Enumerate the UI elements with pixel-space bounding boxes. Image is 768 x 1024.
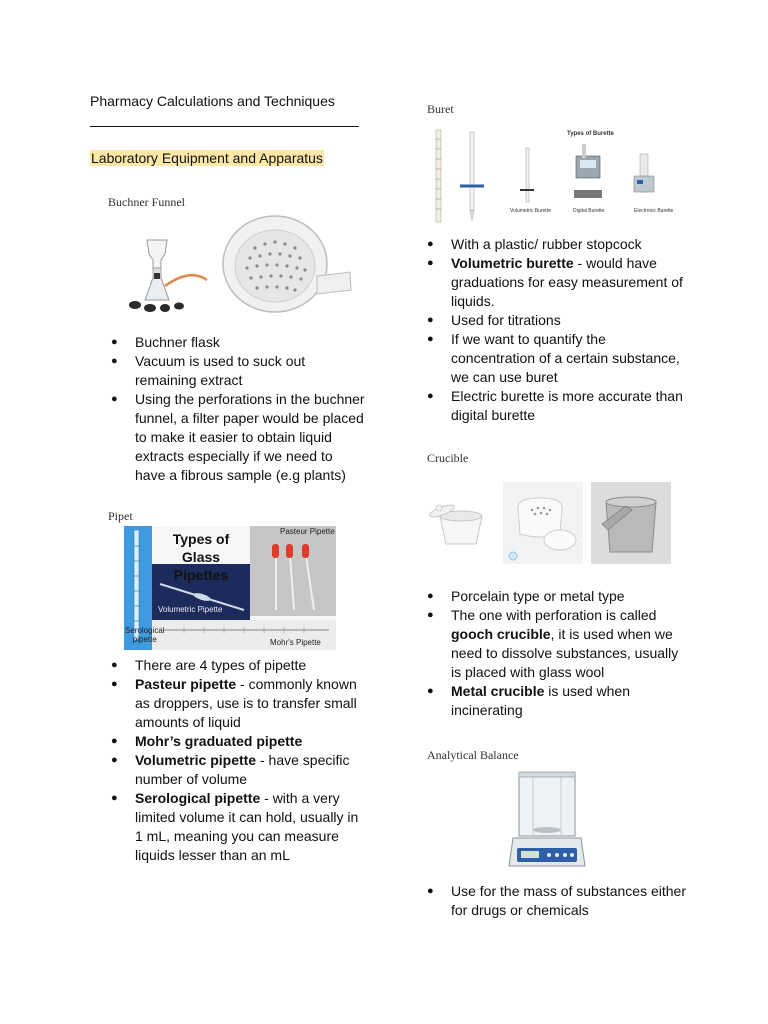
balance-illustration xyxy=(505,768,587,876)
buret-image-title: Types of Burette xyxy=(567,131,614,137)
list-item: ● Used for titrations xyxy=(427,311,687,330)
pipet-caption: Pipet xyxy=(108,509,133,523)
mohr-pipette-label: Mohr's Pipette xyxy=(270,638,321,647)
volumetric-burette-label: Volumetric Burette xyxy=(510,208,551,214)
crucible-illustration xyxy=(420,478,675,570)
buret-image xyxy=(430,124,680,224)
crucible-caption: Crucible xyxy=(427,451,469,465)
list-item: ● Mohr’s graduated pipette xyxy=(111,732,361,751)
digital-burette-label: Digital Burette xyxy=(573,208,605,214)
list-item: ● Electric burette is more accurate than digital burette xyxy=(427,387,687,425)
list-item: ● Porcelain type or metal type xyxy=(427,587,687,606)
pipet-image-title: Types of Glass Pipettes xyxy=(172,531,230,583)
list-item: ● If we want to quantify the concentration of a certain substance, we can use buret xyxy=(427,330,687,387)
serological-pipette-label: Serological pipette xyxy=(125,626,165,644)
pipet-bullet-list xyxy=(111,656,361,865)
list-item: ● Buchner flask xyxy=(111,333,366,352)
list-item: ● Pasteur pipette - commonly known as droppers, use is to transfer small amounts of liquid xyxy=(111,675,361,732)
list-item: ● Metal crucible is used when incinerating xyxy=(427,682,687,720)
buchner-bullet-list xyxy=(111,333,366,485)
buchner-caption: Buchner Funnel xyxy=(108,195,185,209)
list-item: ● Use for the mass of substances either for drugs or chemicals xyxy=(427,882,687,920)
list-item: ● Volumetric burette - would have graduations for easy measurement of liquids. xyxy=(427,254,687,311)
crucible-bullet-list xyxy=(427,587,687,720)
section-heading: Laboratory Equipment and Apparatus xyxy=(91,150,323,166)
crucible-image xyxy=(420,478,675,570)
list-item: ● Using the perforations in the buchner funnel, a filter paper would be placed to make it easier to obtain liquid extracts especially if we need to have a fibrous sample (e.g plants) xyxy=(111,390,366,485)
document-title: Pharmacy Calculations and Techniques xyxy=(90,93,335,109)
balance-bullet-list xyxy=(427,882,687,920)
list-item: ● Vacuum is used to suck out remaining extract xyxy=(111,352,366,390)
list-item: ● The one with perforation is called gooch crucible, it is used when we need to dissolve substances, usually is placed with glass wool xyxy=(427,606,687,682)
electronic-burette-label: Electronic Burette xyxy=(634,208,674,214)
list-item: ● There are 4 types of pipette xyxy=(111,656,361,675)
pipet-image xyxy=(124,526,336,650)
analytical-balance-image xyxy=(505,768,587,876)
volumetric-pipette-label: Volumetric Pipette xyxy=(158,605,223,614)
buchner-funnel-image xyxy=(95,188,360,328)
buret-caption: Buret xyxy=(427,102,454,116)
list-item: ● With a plastic/ rubber stopcock xyxy=(427,235,687,254)
list-item: ● Volumetric pipette - have specific number of volume xyxy=(111,751,361,789)
buret-bullet-list xyxy=(427,235,687,425)
list-item: ● Serological pipette - with a very limited volume it can hold, usually in 1 mL, meaning you can measure liquids lesser than an mL xyxy=(111,789,361,865)
title-underline xyxy=(90,126,359,127)
pasteur-pipette-label: Pasteur Pipette xyxy=(280,527,335,536)
buchner-illustration xyxy=(95,188,360,328)
balance-caption: Analytical Balance xyxy=(427,748,519,762)
